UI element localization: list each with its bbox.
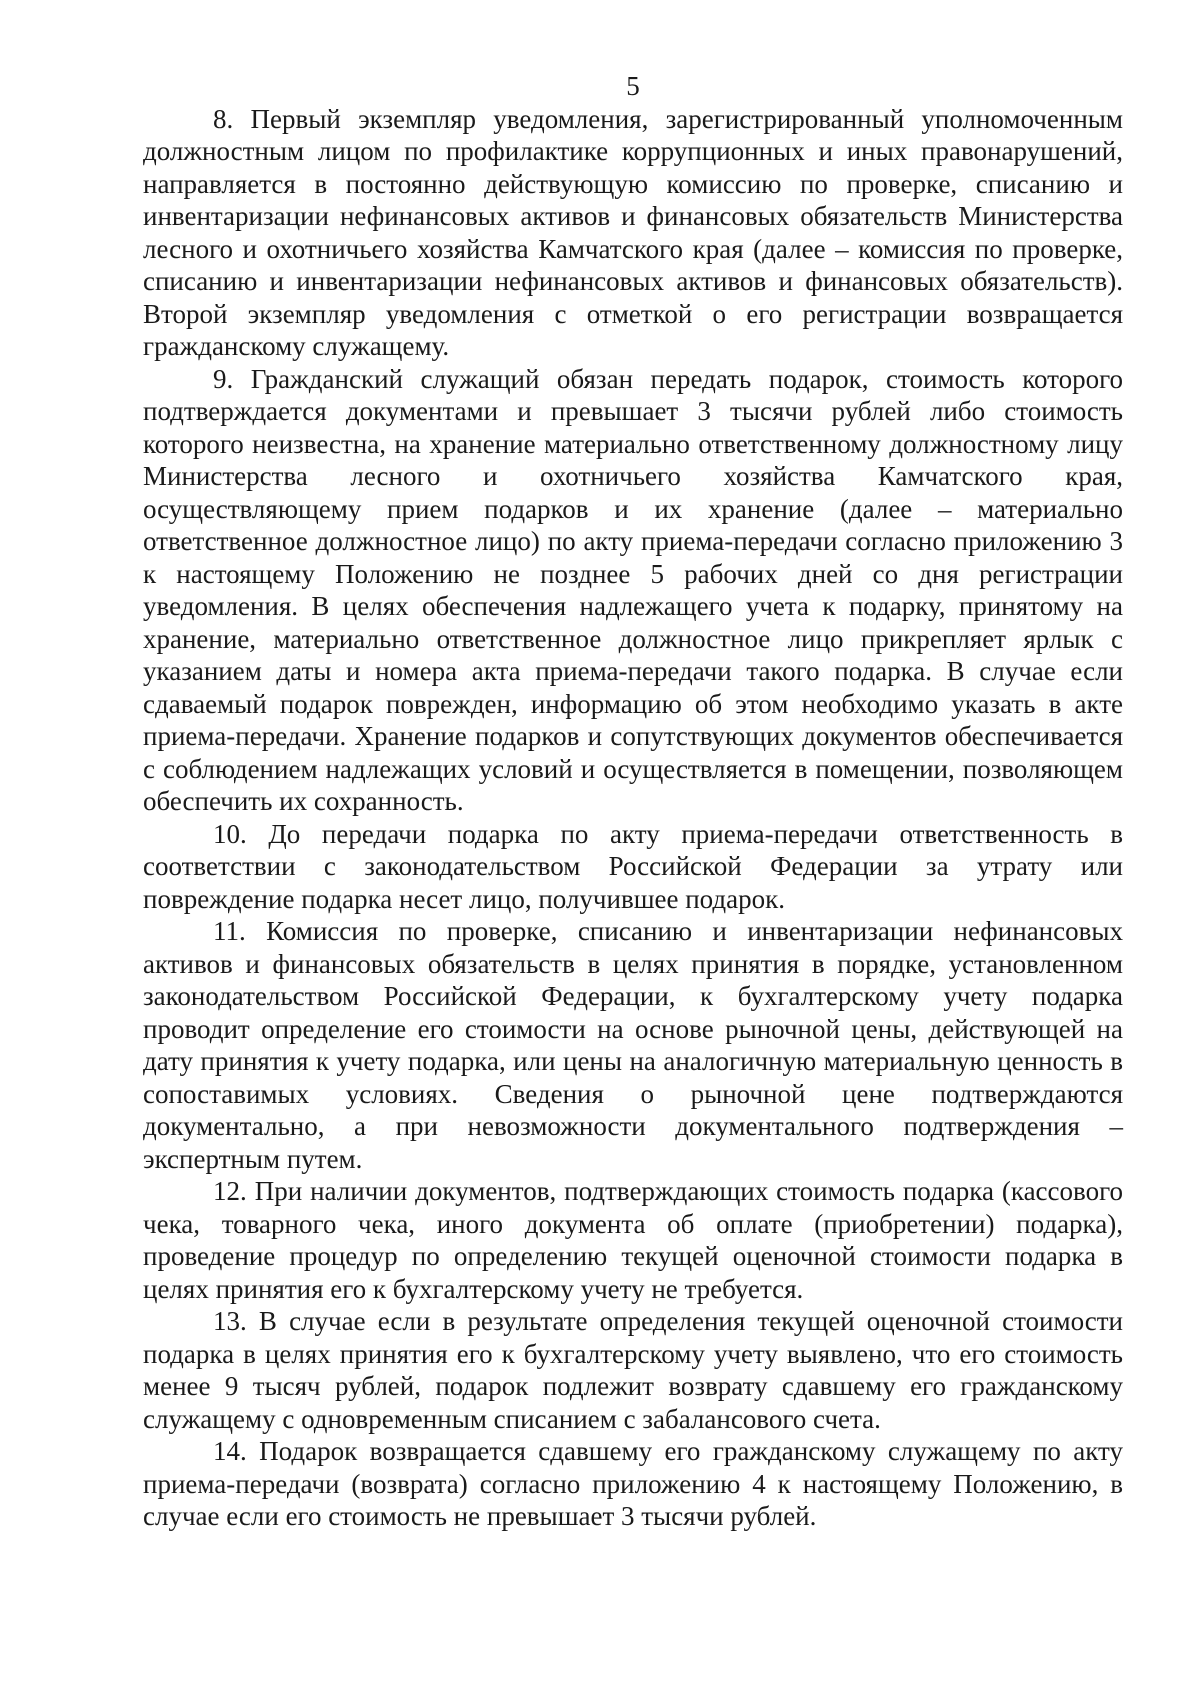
paragraph-9: 9. Гражданский служащий обязан передать подарок, стоимость которого подтверждается документами и превышает 3 тысячи рублей либо стоимость которого неизвестна, на хранение материально ответственному должностному лицу Министерства лесного и охотничьего хозяйства Камчатского края, осуществляющему прием подарков и их хранение (далее – материально ответственное должностное лицо) по акту приема-передачи согласно приложению 3 к настоящему Положению не позднее 5 рабочих дней со дня регистрации уведомления. В целях обеспечения надлежащего учета к подарку, принятому на хранение, материально ответственное должностное лицо прикрепляет ярлык с указанием даты и номера акта приема-передачи такого подарка. В случае если сдаваемый подарок поврежден, информацию об этом необходимо указать в акте приема-передачи. Хранение подарков и сопутствующих документов обеспечивается с соблюдением надлежащих условий и осуществляется в помещении, позволяющем обеспечить их сохранность. [143,363,1123,816]
paragraph-12: 12. При наличии документов, подтверждающих стоимость подарка (кассового чека, товарного чека, иного документа об оплате (приобретении) подарка), проведение процедур по определению текущей оценочной стоимости подарка в целях принятия его к бухгалтерскому учету не требуется. [143,1176,1123,1304]
paragraph-13: 13. В случае если в результате определения текущей оценочной стоимости подарка в целях принятия его к бухгалтерскому учету выявлено, что его стоимость менее 9 тысяч рублей, подарок подлежит возврату сдавшему его гражданскому служащему с одновременным списанием с забалансового счета. [143,1306,1123,1434]
paragraph-10: 10. До передачи подарка по акту приема-передачи ответственность в соответствии с законодательством Российской Федерации за утрату или повреждение подарка несет лицо, получившее подарок. [143,818,1123,914]
document-page [143,70,1123,1533]
page-number: 5 [626,71,640,101]
paragraph-11: 11. Комиссия по проверке, списанию и инвентаризации нефинансовых активов и финансовых обязательств в целях принятия в порядке, установленном законодательством Российской Федерации, к бухгалтерскому учету подарка проводит определение его стоимости на основе рыночной цены, действующей на дату принятия к учету подарка, или цены на аналогичную материальную ценность в сопоставимых условиях. Сведения о рыночной цене подтверждаются документально, а при невозможности документального подтверждения – экспертным путем. [143,916,1123,1174]
paragraph-14: 14. Подарок возвращается сдавшему его гражданскому служащему по акту приема-передачи (возврата) согласно приложению 4 к настоящему Положению, в случае если его стоимость не превышает 3 тысячи рублей. [143,1436,1123,1531]
paragraph-8: 8. Первый экземпляр уведомления, зарегистрированный уполномоченным должностным лицом по профилактике коррупционных и иных правонарушений, направляется в постоянно действующую комиссию по проверке, списанию и инвентаризации нефинансовых активов и финансовых обязательств Министерства лесного и охотничьего хозяйства Камчатского края (далее – комиссия по проверке, списанию и инвентаризации нефинансовых активов и финансовых обязательств). Второй экземпляр уведомления с отметкой о его регистрации возвращается гражданскому служащему. [143,103,1123,361]
